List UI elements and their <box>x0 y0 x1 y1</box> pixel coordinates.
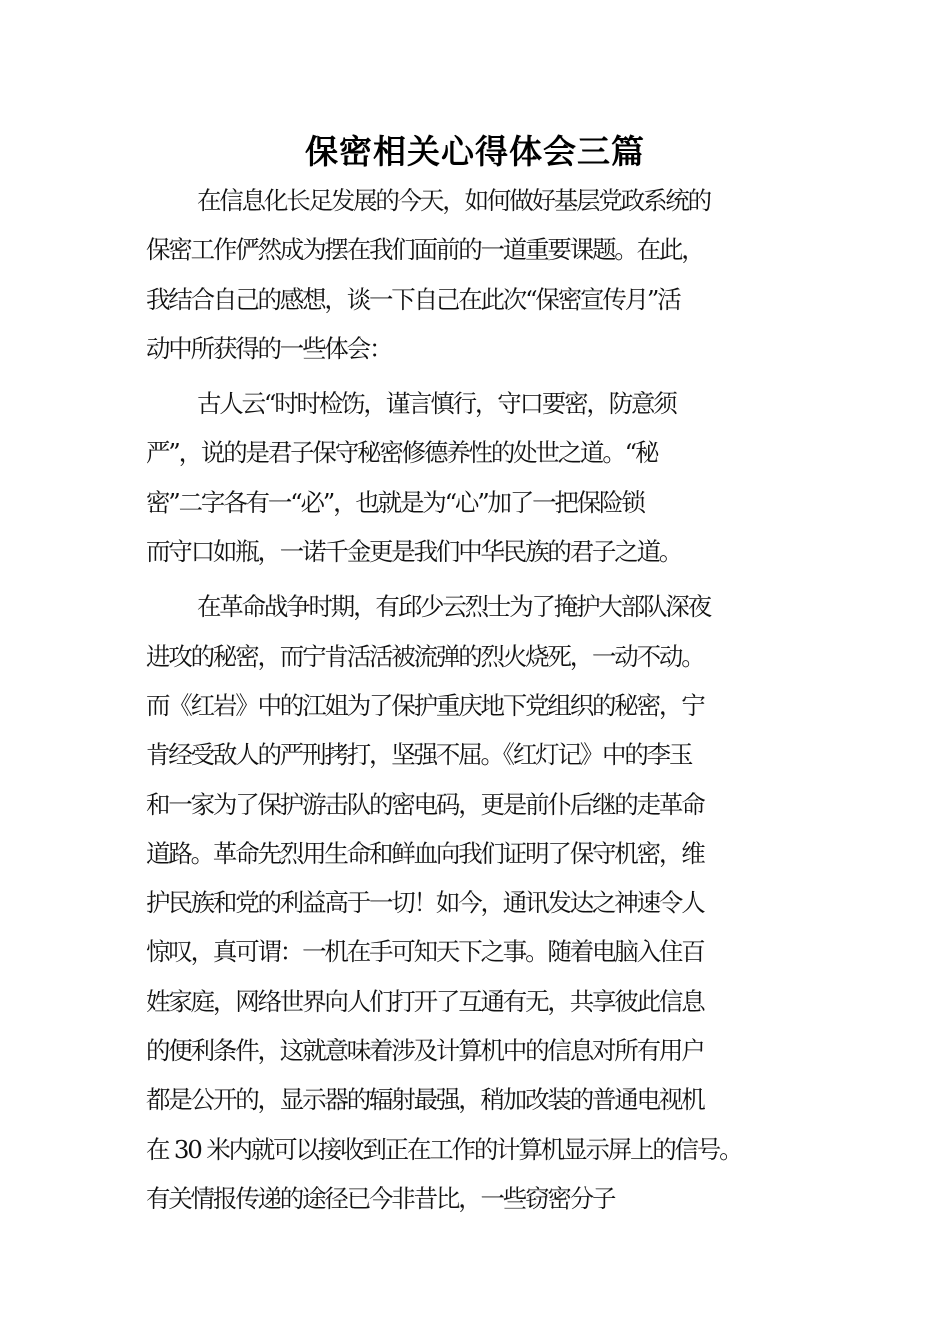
paragraph-line: 惊叹，真可谓：一机在手可知天下之事。随着电脑入住百 <box>146 937 704 967</box>
paragraph-line: 严”，说的是君子保守秘密修德养性的处世之道。“秘 <box>146 438 658 468</box>
paragraph-3 <box>146 582 826 1223</box>
paragraph-line: 都是公开的，显示器的辐射最强，稍加改装的普通电视机 <box>146 1085 704 1115</box>
paragraph-line: 在革命战争时期，有邱少云烈士为了掩护大部队深夜 <box>197 592 710 622</box>
paragraph-line: 在 30 米内就可以接收到正在工作的计算机显示屏上的信号。 <box>146 1134 742 1164</box>
paragraph-line: 进攻的秘密，而宁肯活活被流弹的烈火烧死，一动不动。 <box>146 641 704 671</box>
paragraph-line: 肯经受敌人的严刑拷打，坚强不屈。《红灯记》中的李玉 <box>146 740 692 770</box>
paragraph-1 <box>146 176 826 373</box>
paragraph-line: 和一家为了保护游击队的密电码，更是前仆后继的走革命 <box>146 789 704 819</box>
paragraph-line: 护民族和党的利益高于一切！如今，通讯发达之神速令人 <box>146 888 704 918</box>
paragraph-line: 密”二字各有一“必”，也就是为“心”加了一把保险锁 <box>146 487 644 517</box>
paragraph-line: 有关情报传递的途径已今非昔比，一些窃密分子 <box>146 1183 615 1213</box>
paragraph-line: 我结合自己的感想，谈一下自己在此次“保密宣传月”活 <box>146 284 680 314</box>
paragraph-2 <box>146 379 826 576</box>
paragraph-line: 在信息化长足发展的今天，如何做好基层党政系统的 <box>197 186 710 215</box>
paragraph-line: 而守口如瓶，一诺千金更是我们中华民族的君子之道。 <box>146 537 682 567</box>
paragraph-line: 而《红岩》中的江姐为了保护重庆地下党组织的秘密，宁 <box>146 690 704 720</box>
document-title: 保密相关心得体会三篇 <box>305 132 645 171</box>
paragraph-line: 古人云“时时检饬，谨言慎行，守口要密，防意须 <box>197 389 676 419</box>
paragraph-line: 道路。革命先烈用生命和鲜血向我们证明了保守机密，维 <box>146 838 704 868</box>
paragraph-line: 保密工作俨然成为摆在我们面前的一道重要课题。在此， <box>146 235 704 265</box>
paragraph-line: 姓家庭，网络世界向人们打开了互通有无，共享彼此信息 <box>146 986 704 1016</box>
document-body <box>146 176 826 1223</box>
paragraph-line: 的便利条件，这就意味着涉及计算机中的信息对所有用户 <box>146 1036 704 1066</box>
paragraph-line: 动中所获得的一些体会： <box>146 333 392 363</box>
